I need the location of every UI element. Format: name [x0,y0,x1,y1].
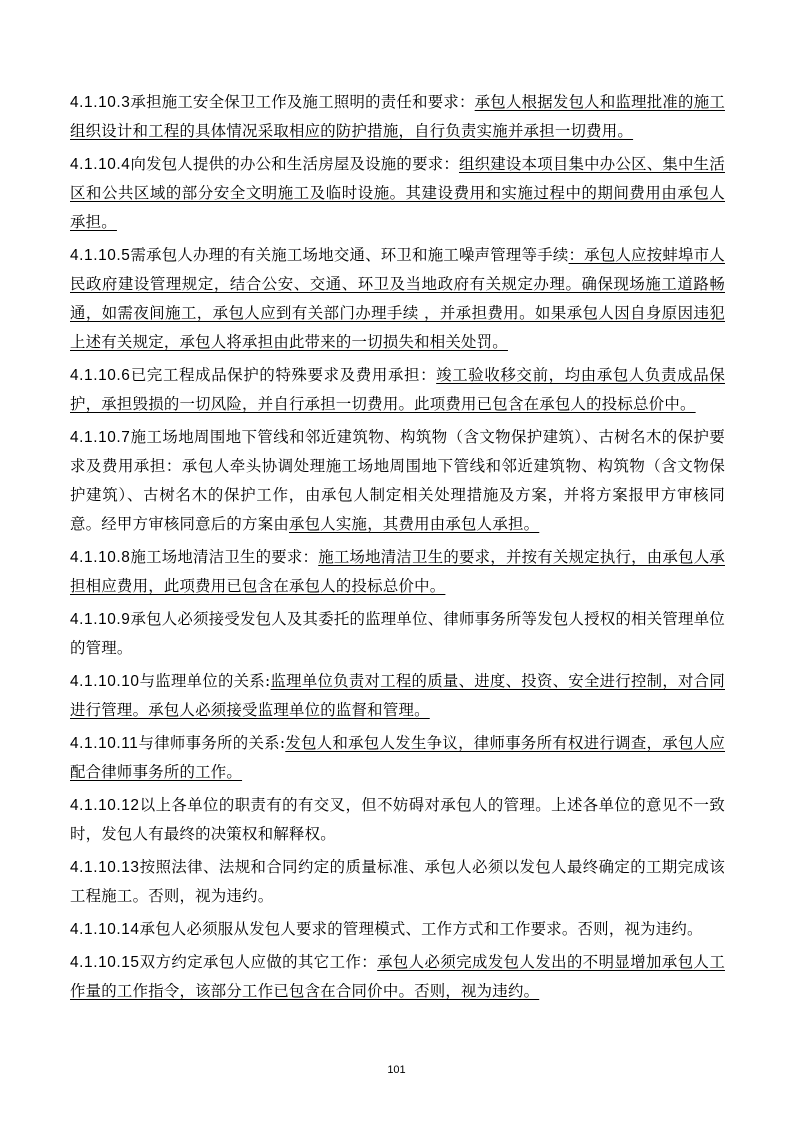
clause-number: 4.1.10.15 [70,954,140,971]
clause-title: 与律师事务所的关系: [138,734,286,752]
clause-answer: 组织建设本项目集中办公区、集中生活区和公共区域的部分安全文明施工及临时设施。其建设费用和实施过程中的期间费用由承包人承担。 [70,155,725,231]
clause-title: 与监理单位的关系: [139,672,271,690]
clause-number: 4.1.10.5 [70,247,131,264]
clause-answer: 承包人实施，其费用由承包人承担。 [288,515,540,533]
page-number: 101 [387,1064,406,1076]
clause-title: 承包人必须服从发包人要求的管理模式、工作方式和工作要求。否则，视为违约。 [139,920,703,938]
clause-title: 向发包人提供的办公和生活房屋及设施的要求： [130,155,459,173]
clause-number: 4.1.10.11 [70,735,139,752]
clause-4-1-10-10 [70,667,725,725]
clause-answer: 承包人根据发包人和监理批准的施工组织设计和工程的具体情况采取相应的防护措施，自行负责实施并承担一切费用。 [70,93,725,140]
clause-4-1-10-7 [70,423,725,539]
clause-title: 承包人必须接受发包人及其委托的监理单位、律师事务所等发包人授权的相关管理单位的管理。 [70,610,725,657]
clause-4-1-10-3 [70,88,725,146]
clause-4-1-10-13 [70,853,725,911]
clause-number: 4.1.10.4 [70,156,131,173]
clause-4-1-10-5 [70,241,725,357]
clause-title: 以上各单位的职责有的有交叉，但不妨碍对承包人的管理。上述各单位的意见不一致时，发包人有最终的决策权和解释权。 [70,796,725,843]
document-body [70,88,725,1010]
clause-4-1-10-15 [70,948,725,1006]
clause-number: 4.1.10.3 [70,94,131,111]
clause-number: 4.1.10.13 [70,859,140,876]
clause-answer: 发包人和承包人发生争议，律师事务所有权进行调查，承包人应配合律师事务所的工作。 [70,734,725,781]
clause-answer: 竣工验收移交前，均由承包人负责成品保护，承担毁损的一切风险，并自行承担一切费用。此项费用已包含在承包人的投标总价中。 [70,366,725,413]
clause-title: 施工场地清洁卫生的要求： [130,548,319,566]
clause-title: 已完工程成品保护的特殊要求及费用承担： [130,366,437,384]
clause-4-1-10-9 [70,605,725,663]
clause-number: 4.1.10.12 [70,797,140,814]
clause-answer: 施工场地清洁卫生的要求，并按有关规定执行，由承包人承担相应费用，此项费用已包含在承包人的投标总价中。 [70,548,725,595]
clause-4-1-10-8 [70,543,725,601]
clause-4-1-10-12 [70,791,725,849]
clause-title: 需承包人办理的有关施工场地交通、环卫和施工噪声管理等手续 [130,246,569,264]
clause-title: 双方约定承包人应做的其它工作： [139,953,378,971]
clause-4-1-10-11 [70,729,725,787]
clause-number: 4.1.10.10 [70,673,140,690]
clause-title: 按照法律、法规和合同约定的质量标准、承包人必须以发包人最终确定的工期完成该工程施工。否则，视为违约。 [70,858,725,905]
clause-number: 4.1.10.8 [70,549,131,566]
clause-4-1-10-14 [70,915,725,944]
clause-answer: 监理单位负责对工程的质量、进度、投资、安全进行控制，对合同进行管理。承包人必须接受监理单位的监督和管理。 [70,672,725,719]
clause-number: 4.1.10.6 [70,367,131,384]
clause-4-1-10-6 [70,361,725,419]
clause-title: 承担施工安全保卫工作及施工照明的责任和要求： [130,93,475,111]
clause-answer: ：承包人应按蚌埠市人民政府建设管理规定，结合公安、交通、环卫及当地政府有关规定办理。确保现场施工道路畅通，如需夜间施工，承包人应到有关部门办理手续 ，并承担费用。如果承包人因自身原因违犯上述有关规定，承包人将承担由此带来的一切损失和相关处罚。 [70,246,725,351]
clause-number: 4.1.10.9 [70,611,131,628]
clause-4-1-10-4 [70,150,725,237]
clause-answer: 承包人必须完成发包人发出的不明显增加承包人工作量的工作指令，该部分工作已包含在合同价中。否则，视为违约。 [70,953,725,1000]
clause-number: 4.1.10.7 [70,429,131,446]
clause-number: 4.1.10.14 [70,921,140,938]
clause-title: 施工场地周围地下管线和邻近建筑物、构筑物（含文物保护建筑）、古树名木的保护要求及费用承担：承包人牵头协调处理施工场地周围地下管线和邻近建筑物、构筑物（含文物保护建筑）、古树名木的保护工作，由承包人制定相关处理措施及方案，并将方案报甲方审核同意。经甲方审核同意后的方案由 [70,428,725,533]
